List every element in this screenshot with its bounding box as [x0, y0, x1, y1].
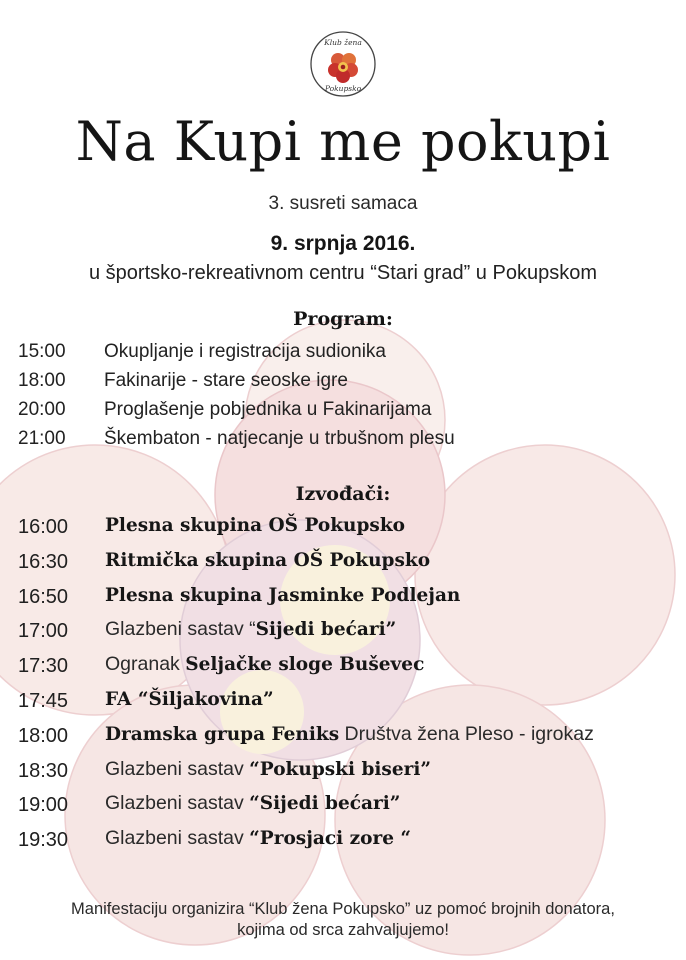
performer-description [105, 792, 400, 815]
performer-name: Plesna skupina OŠ Pokupsko [105, 515, 405, 536]
performer-detail: Društva žena Pleso - igrokaz [339, 722, 594, 745]
program-time: 20:00 [18, 399, 66, 420]
performer-row [18, 549, 680, 584]
performer-time: 16:50 [18, 585, 69, 608]
performer-detail: Glazbeni sastav [105, 792, 250, 815]
performer-name: “Prosjaci zore “ [249, 828, 412, 850]
performer-time: 19:30 [18, 829, 69, 852]
performer-row [18, 514, 680, 549]
performer-name: Dramska grupa Feniks [105, 723, 340, 745]
performer-row [18, 792, 680, 827]
performer-name: Ritmička skupina OŠ Pokupsko [105, 549, 431, 571]
program-row [18, 341, 678, 370]
performer-time: 19:00 [18, 794, 69, 817]
performer-time: 17:30 [18, 655, 69, 678]
performer-row [18, 653, 680, 688]
performer-name: “Pokupski biseri” [249, 758, 432, 780]
performer-row [18, 827, 680, 862]
performer-detail: Glazbeni sastav “ [105, 618, 256, 641]
program-description: Škembaton - natjecanje u trbušnom plesu [104, 428, 455, 449]
program-description: Fakinarije - stare seoske igre [104, 370, 348, 391]
performer-description [105, 723, 594, 746]
performer-description [105, 688, 274, 711]
program-row [18, 428, 678, 457]
performer-detail: Glazbeni sastav [105, 757, 250, 780]
performer-description [105, 653, 424, 676]
performer-description [105, 584, 460, 607]
program-list [18, 341, 678, 457]
performer-row [18, 688, 680, 723]
page-title: Na Kupi me pokupi [75, 110, 611, 173]
performer-name: Seljačke sloge Buševec [185, 654, 425, 676]
program-time: 15:00 [18, 341, 66, 362]
performer-name: FA “Šiljakovina” [105, 688, 274, 710]
performer-time: 18:00 [18, 724, 69, 747]
performer-row [18, 584, 680, 619]
program-row [18, 399, 678, 428]
logo-text-bottom: Pokupsko [324, 84, 362, 93]
footer-line-1: Manifestaciju organizira “Klub žena Pokupsko” uz pomoć brojnih donatora, [71, 900, 615, 918]
performer-description [105, 758, 431, 781]
performer-detail: Glazbeni sastav [105, 827, 250, 850]
performer-detail: Ogranak [105, 653, 186, 676]
performer-name: Plesna skupina Jasminke Podlejan [105, 584, 461, 606]
performer-time: 17:00 [18, 620, 69, 643]
footer-note [0, 899, 686, 941]
club-logo [309, 28, 377, 100]
program-heading: Program: [293, 308, 393, 330]
footer-line-2: kojima od srca zahvaljujemo! [237, 921, 449, 939]
program-description: Proglašenje pobjednika u Fakinarijama [104, 399, 432, 420]
performer-time: 17:45 [18, 689, 69, 712]
program-time: 18:00 [18, 370, 66, 391]
performer-name: “Sijedi bećari” [249, 793, 401, 815]
performer-name: Sijedi bećari” [255, 619, 397, 641]
performer-description [105, 618, 396, 641]
subtitle: 3. susreti samaca [268, 193, 418, 214]
performer-description [105, 827, 411, 850]
performer-time: 18:30 [18, 759, 69, 782]
program-time: 21:00 [18, 428, 66, 449]
event-date: 9. srpnja 2016. [270, 232, 416, 255]
performers-heading: Izvođači: [295, 483, 391, 505]
performer-time: 16:00 [18, 516, 69, 538]
performer-row [18, 618, 680, 653]
performer-row [18, 723, 680, 758]
program-description: Okupljanje i registracija sudionika [104, 341, 386, 362]
performers-list [18, 514, 680, 862]
performer-row [18, 758, 680, 793]
logo-text-top: Klub žena [324, 38, 362, 47]
performer-description [105, 549, 430, 572]
performer-description [105, 514, 405, 537]
performer-time: 16:30 [18, 550, 69, 573]
program-row [18, 370, 678, 399]
event-location: u športsko-rekreativnom centru “Stari grad” u Pokupskom [89, 262, 597, 284]
